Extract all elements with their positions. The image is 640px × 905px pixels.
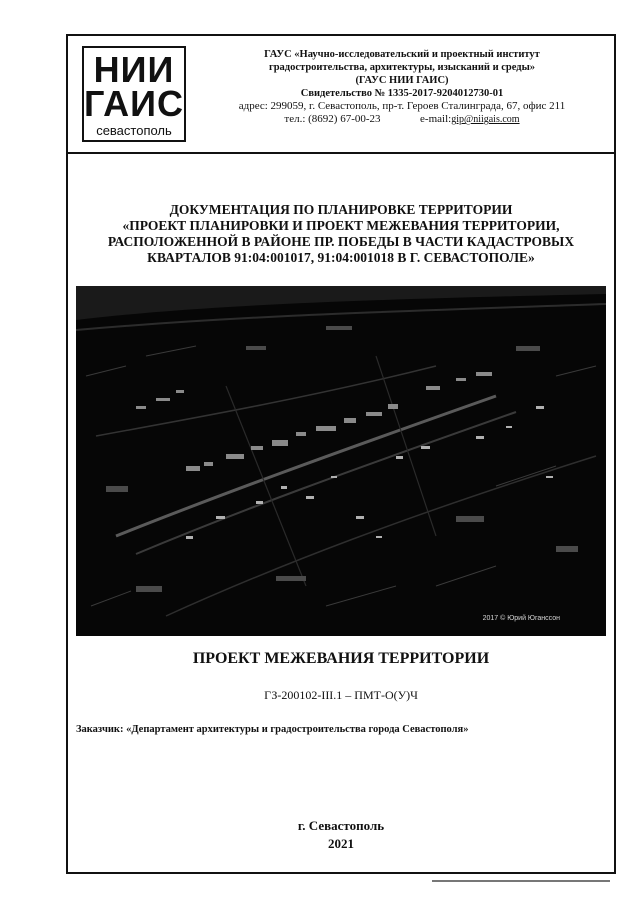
title-line-3: РАСПОЛОЖЕННОЙ В РАЙОНЕ ПР. ПОБЕДЫ В ЧАСТИ КАДАСТРОВЫХ — [107, 234, 575, 249]
header — [68, 36, 614, 154]
institute-logo — [82, 46, 186, 142]
document-title — [68, 202, 614, 266]
org-name-line-2: градостроительства, архитектуры, изысканий и среды» — [268, 62, 536, 73]
section-title: ПРОЕКТ МЕЖЕВАНИЯ ТЕРРИТОРИИ — [192, 650, 490, 667]
document-code: ГЗ-200102-III.1 – ПМТ-О(У)Ч — [264, 688, 418, 702]
logo-line-3: севастополь — [96, 123, 172, 138]
scan-edge-line — [432, 880, 610, 882]
org-certificate: Свидетельство № 1335-2017-9204012730-01 — [300, 88, 504, 99]
city: г. Севастополь — [297, 818, 385, 833]
org-contacts — [194, 113, 610, 126]
org-email-label: e-mail: — [420, 113, 452, 125]
year: 2021 — [328, 836, 354, 851]
org-short-name: (ГАУС НИИ ГАИС) — [355, 75, 449, 86]
aerial-photo — [76, 286, 606, 636]
customer-line: Заказчик: «Департамент архитектуры и градостроительства города Севастополя» — [76, 724, 469, 735]
aerial-photo-image — [76, 286, 606, 636]
photo-copyright-caption: 2017 © Юрий Юганссон — [482, 615, 560, 622]
organization-info — [194, 48, 610, 126]
org-phone: тел.: (8692) 67-00-23 — [284, 113, 381, 125]
logo-line-2: ГАИС — [84, 83, 185, 124]
org-name-line-1: ГАУС «Научно-исследовательский и проектный институт — [264, 49, 540, 60]
org-email-link[interactable]: gip@niigais.com — [451, 114, 520, 125]
page-frame — [66, 34, 616, 874]
org-address: адрес: 299059, г. Севастополь, пр-т. Героев Сталинграда, 67, офис 211 — [238, 100, 566, 112]
title-line-1: ДОКУМЕНТАЦИЯ ПО ПЛАНИРОВКЕ ТЕРРИТОРИИ — [169, 202, 513, 217]
title-line-2: «ПРОЕКТ ПЛАНИРОВКИ И ПРОЕКТ МЕЖЕВАНИЯ ТЕРРИТОРИИ, — [122, 218, 560, 233]
logo-line-1: НИИ — [93, 49, 175, 90]
title-line-4: КВАРТАЛОВ 91:04:001017, 91:04:001018 В Г. СЕВАСТОПОЛЕ» — [147, 250, 535, 265]
